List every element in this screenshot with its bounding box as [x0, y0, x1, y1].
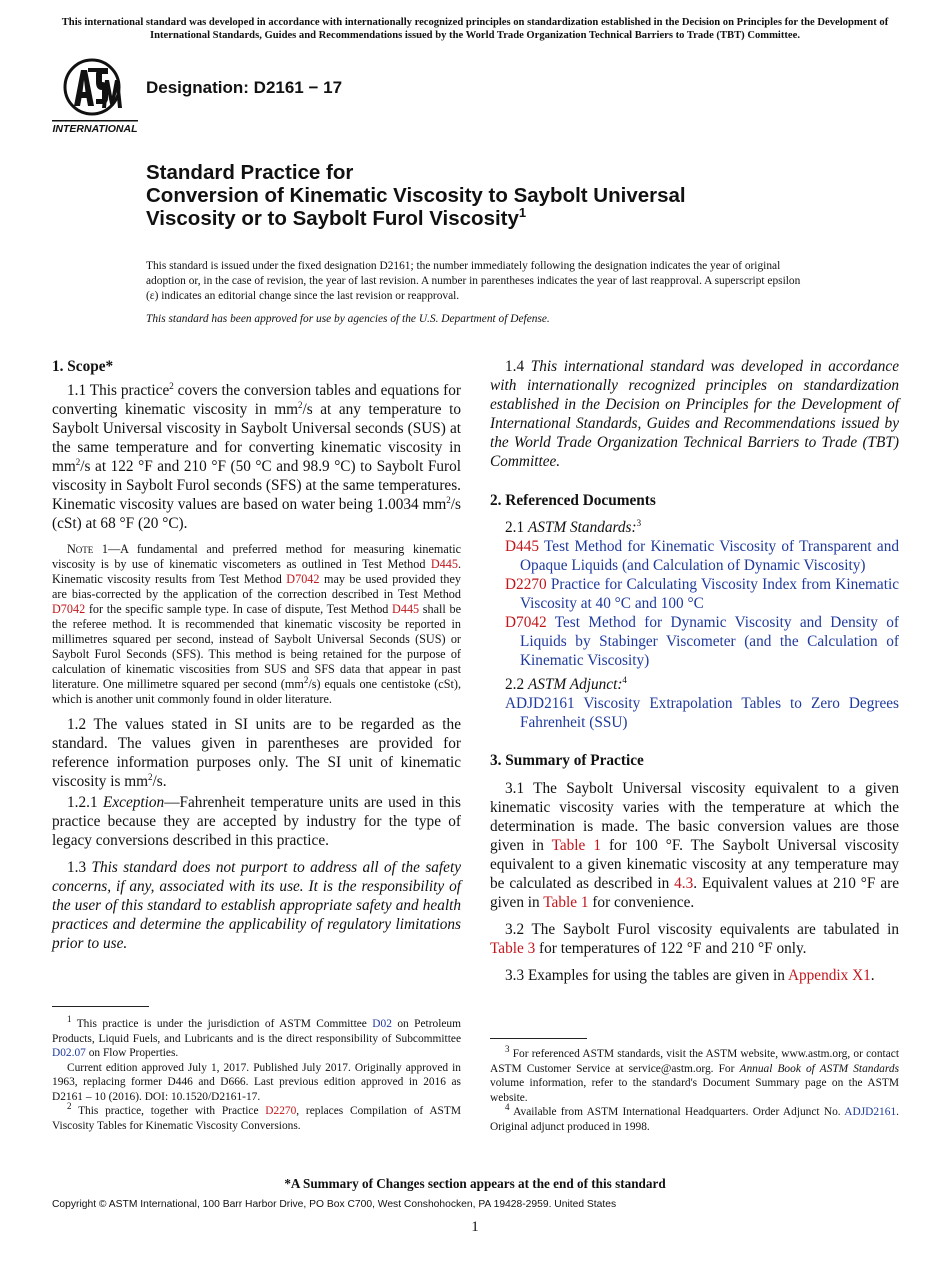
document-title	[146, 161, 846, 230]
left-column	[52, 357, 461, 953]
footnote-2: $^2$ This practice, together with Practice D2270, replaces Compilation of ASTM Viscosity Tables for Kinematic Viscosity Conversions.	[52, 1101, 461, 1132]
link-appendix-x1[interactable]: Appendix X1	[787, 967, 871, 984]
edition-note: Current edition approved July 1, 2017. Published July 2017. Originally approved in 1963, replacing former D446 and D666. Last previous edition approved in 2016 as D2161 – 10 (2016). DOI: 10.1520/D2161-17.	[52, 1061, 461, 1103]
link-d445-ref[interactable]: D445	[505, 538, 539, 555]
ref-d445-title[interactable]: Test Method for Kinematic Viscosity of Transparent and Opaque Liquids (and Calculation of Dynamic Viscosity)	[520, 538, 899, 574]
link-d2270-ref[interactable]: D2270	[505, 576, 547, 593]
section-1-heading: 1. Scope*	[52, 358, 114, 375]
para-3-1: 3.1 The Saybolt Universal viscosity equivalent to a given kinematic viscosity varies with the temperature at which the determination is made. The basic conversion values are those given in Table 1 for 100 °F. The Saybolt Universal viscosity equivalent to a given kinematic viscosity at any temperature may be calculated as described in 4.3. Equivalent values at 210 °F are given in Table 1 for convenience.	[490, 780, 899, 911]
note-1: Note 1—A fundamental and preferred method for measuring kinematic viscosity is by use of kinematic viscometers as outlined in Test Method D445. Kinematic viscosity results from Test Method D7042 may be used provided they are bias-corrected by the application of the correction described in Test Method D7042 for the specific sample type. In case of dispute, Test Method D445 shall be the referee method. It is recommended that kinematic viscosity be reported in millimetres squared per second, instead of Saybolt Universal Seconds (SUS) or Saybolt Furol Seconds (SFS). This method is being retained for the purpose of calculation of kinematic viscosities from SUS and SFS data that appear in past literature. One millimetre squared per second $(mm^2/s)$ equals one centistoke (cSt), which is another unit commonly found in older literature.	[52, 542, 461, 706]
para-1-4: 1.4 This international standard was developed in accordance with internationally recognized principles on standardization established in the Decision on Principles for the Development of International Standards, Guides and Recommendations issued by the World Trade Organization Technical Barriers to Trade (TBT) Committee.	[490, 358, 899, 470]
page-number: 1	[471, 1219, 479, 1235]
para-2-1: 2.1 ASTM Standards:$^3$	[505, 517, 642, 536]
link-d7042[interactable]: D7042	[286, 572, 320, 586]
ref-d7042	[490, 613, 899, 670]
footnote-rule-right	[490, 1038, 587, 1039]
link-section-4-3[interactable]: 4.3	[674, 875, 694, 892]
link-table-1[interactable]: Table 1	[551, 837, 601, 854]
title-line-2: Conversion of Kinematic Viscosity to Saybolt Universal	[146, 184, 686, 207]
dod-approval: This standard has been approved for use by agencies of the U.S. Department of Defense.	[146, 313, 550, 325]
footnote-ref-4[interactable]: 4	[622, 674, 627, 685]
link-adjd2161[interactable]: ADJD2161	[844, 1106, 897, 1118]
astm-logo	[52, 58, 138, 134]
title-line-3: Viscosity or to Saybolt Furol Viscosity$^1$	[146, 205, 527, 230]
footnote-ref-3[interactable]: 3	[636, 517, 642, 528]
ref-d2270	[490, 575, 899, 613]
link-d02-07[interactable]: D02.07	[52, 1047, 86, 1059]
para-3-2: 3.2 The Saybolt Furol viscosity equivalents are tabulated in Table 3 for temperatures of 122 °F and 210 °F only.	[490, 921, 899, 957]
title-footnote-ref[interactable]: 1	[518, 205, 527, 221]
footnote-4: $^4$ Available from ASTM International Headquarters. Order Adjunct No. ADJD2161. Original adjunct produced in 1998.	[490, 1102, 900, 1133]
link-d7042-ref[interactable]: D7042	[505, 614, 547, 631]
ref-d2270-title[interactable]: Practice for Calculating Viscosity Index from Kinematic Viscosity at 40 °C and 100 °C	[520, 576, 899, 612]
link-d2270[interactable]: D2270	[265, 1105, 297, 1117]
para-3-3: 3.3 Examples for using the tables are given in Appendix X1.	[505, 967, 875, 984]
ref-d445	[490, 537, 899, 575]
svg-text:INTERNATIONAL: INTERNATIONAL	[52, 123, 138, 134]
para-1-1: 1.1 This practice$^2$ covers the conversion tables and equations for converting kinematic viscosity in $mm^2/s$ at any temperature to Saybolt Universal viscosity in Saybolt Universal seconds (SUS) at the same temperature and for converting kinematic viscosity in $mm^2/s$ at 122 °F and 210 °F (50 °C and 98.9 °C) to Saybolt Furol viscosity in Saybolt Furol seconds (SFS) at the same temperatures. Kinematic viscosity values are based on water being 1.0034 $mm^2/s$ (cSt) at 68 °F (20 °C).	[52, 380, 461, 532]
link-d02[interactable]: D02	[372, 1018, 392, 1030]
link-d7042[interactable]: D7042	[52, 602, 86, 616]
footnote-rule-left	[52, 1006, 149, 1007]
para-1-2-1: 1.2.1 Exception—Fahrenheit temperature units are used in this practice because they are accepted by industry for the type of legacy conversions described in this practice.	[52, 794, 461, 849]
summary-of-changes-note: *A Summary of Changes section appears at the end of this standard	[284, 1176, 666, 1191]
link-table-1[interactable]: Table 1	[543, 894, 589, 911]
section-3-heading: 3. Summary of Practice	[490, 752, 644, 769]
top-notice: This international standard was developed in accordance with internationally recognized principles on standardization established in the Decision on Principles for the Development of International Standards, Guides and Recommendations issued by the World Trade Organization Technical Barriers to Trade (TBT) Committee.	[61, 17, 889, 41]
footnote-3: $^3$ For referenced ASTM standards, visit the ASTM website, www.astm.org, or contact ASTM Customer Service at service@astm.org. For Annual Book of ASTM Standards volume information, refer to the standard's Document Summary page on the ASTM website.	[490, 1044, 900, 1104]
footnotes-right	[490, 1044, 900, 1134]
ref-d7042-title[interactable]: Test Method for Dynamic Viscosity and Density of Liquids by Stabinger Viscometer (and the Calculation of Kinematic Viscosity)	[520, 614, 899, 669]
right-column	[490, 357, 899, 985]
title-line-1: Standard Practice for	[146, 161, 354, 184]
ref-adjunct[interactable]: ADJD2161 Viscosity Extrapolation Tables to Zero Degrees Fahrenheit (SSU)	[505, 695, 899, 731]
link-d445[interactable]: D445	[430, 557, 458, 571]
footnote-1: $^1$ This practice is under the jurisdiction of ASTM Committee D02 on Petroleum Products, Liquid Fuels, and Lubricants and is the direct responsibility of Subcommittee D02.07 on Flow Properties.	[52, 1014, 461, 1059]
link-d445[interactable]: D445	[392, 602, 420, 616]
para-1-2: 1.2 The values stated in SI units are to be regarded as the standard. The values given in parentheses are provided for reference information purposes only. The SI unit of kinematic viscosity is $mm^2/s$.	[52, 716, 461, 790]
footnote-ref-2[interactable]: 2	[169, 380, 174, 391]
para-2-2: 2.2 ASTM Adjunct:$^4$	[505, 674, 627, 693]
copyright: Copyright © ASTM International, 100 Barr Harbor Drive, PO Box C700, West Conshohocken, PA 19428-2959. United States	[52, 1199, 617, 1210]
issued-statement: This standard is issued under the fixed designation D2161; the number immediately following the designation indicates the year of original adoption or, in the case of revision, the year of last revision. A number in parentheses indicates the year of last reapproval. A superscript epsilon (ε) indicates an editorial change since the last revision or reapproval.	[146, 260, 801, 302]
section-2-heading: 2. Referenced Documents	[490, 492, 656, 509]
designation: Designation: D2161 − 17	[146, 78, 343, 97]
link-table-3[interactable]: Table 3	[490, 940, 536, 957]
para-1-3: 1.3 This standard does not purport to address all of the safety concerns, if any, associated with its use. It is the responsibility of the user of this standard to establish appropriate safety and health practices and determine the applicability of regulatory limitations prior to use.	[52, 859, 462, 952]
footnotes-left	[52, 1014, 461, 1133]
